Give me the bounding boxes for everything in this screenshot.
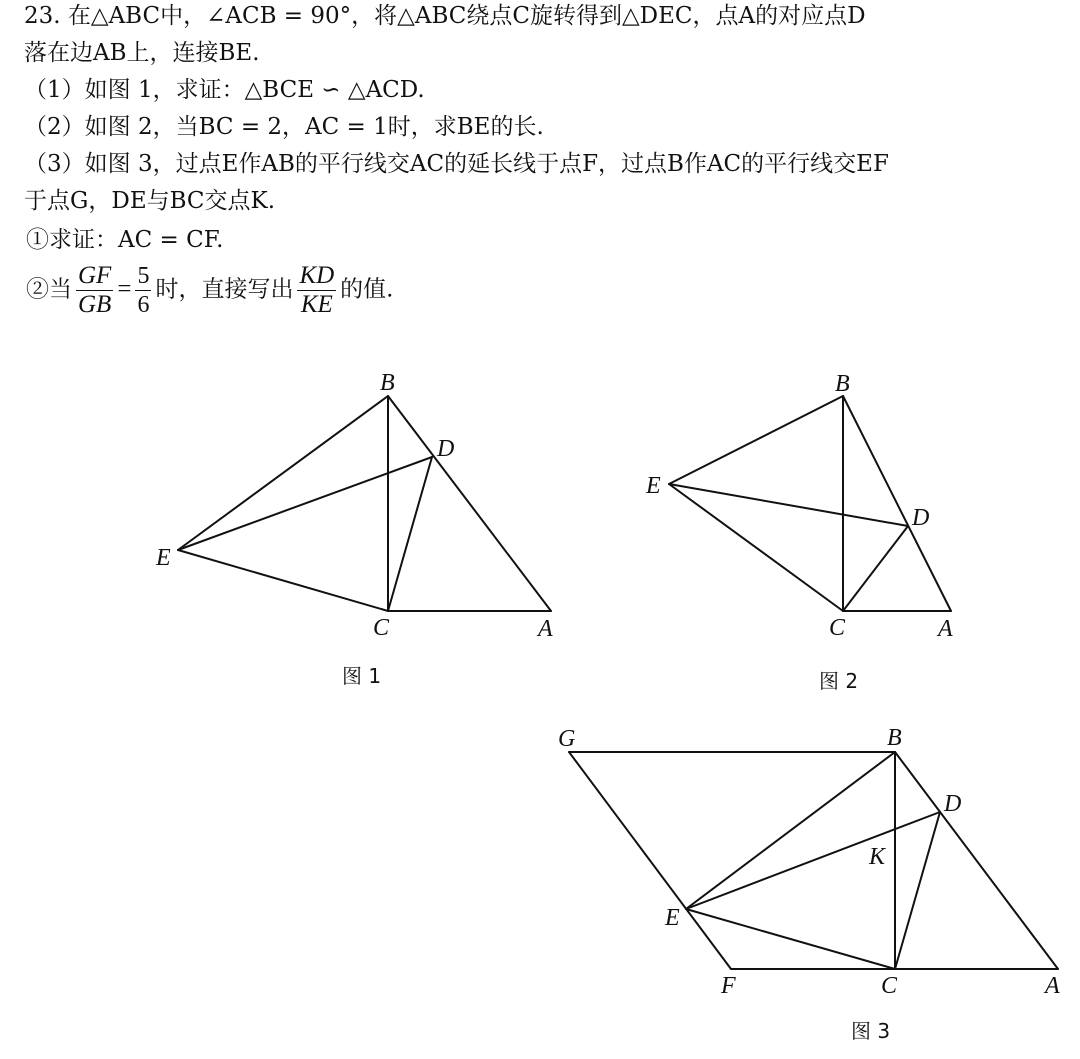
point-label-D: D	[437, 436, 455, 462]
sub2-middle-text: 时，直接写出	[155, 276, 294, 303]
segment-EC	[686, 909, 895, 969]
sub2-suffix: 的值.	[340, 276, 394, 303]
segment-EB	[686, 752, 895, 909]
part-3-line-1: （3）如图 3，过点E作AB的平行线交AC的延长线于点F，过点B作AC的平行线交EF	[24, 151, 889, 177]
part-2: （2）如图 2，当BC = 2，AC = 1时，求BE的长.	[24, 114, 544, 140]
point-label-B: B	[835, 371, 850, 397]
point-label-G: G	[558, 726, 576, 752]
point-label-A: A	[538, 616, 553, 642]
segment-BA	[895, 752, 1058, 969]
fraction-numerator: KD	[299, 262, 335, 289]
segment-DC	[895, 812, 940, 969]
point-label-A: A	[938, 616, 953, 642]
equals-sign: =	[117, 275, 132, 303]
sub2-prefix: ②当	[26, 276, 72, 303]
fraction-denominator: 6	[137, 292, 150, 318]
part-1: （1）如图 1，求证：△BCE ∽ △ACD.	[24, 77, 425, 103]
fraction-numerator: 5	[137, 263, 150, 289]
problem-line-1: 23. 在△ABC中，∠ACB = 90°，将△ABC绕点C旋转得到△DEC，点A的对应点D	[24, 3, 866, 29]
sub-question-1: ①求证：AC = CF.	[26, 227, 224, 253]
part-3-line-2: 于点G，DE与BC交点K.	[24, 188, 276, 214]
point-label-E: E	[156, 545, 171, 571]
point-label-E: E	[665, 905, 680, 931]
point-label-D: D	[912, 505, 930, 531]
problem-line-2: 落在边AB上，连接BE.	[24, 40, 260, 66]
figure-3-caption: 图 3	[851, 1019, 891, 1043]
figure-2-caption: 图 2	[819, 669, 859, 693]
point-label-C: C	[829, 615, 846, 641]
point-label-C: C	[373, 615, 390, 641]
segment-GF	[569, 752, 731, 969]
point-label-C: C	[881, 973, 898, 999]
fraction-denominator: KE	[300, 291, 333, 318]
point-label-A: A	[1045, 973, 1060, 999]
point-label-B: B	[380, 370, 395, 396]
segment-ED	[686, 812, 940, 909]
point-label-K: K	[869, 844, 886, 870]
point-label-E: E	[646, 473, 661, 499]
fraction-numerator: GF	[78, 262, 112, 289]
point-label-F: F	[721, 973, 736, 999]
fraction-denominator: GB	[78, 291, 112, 318]
point-label-D: D	[944, 791, 962, 817]
point-label-B: B	[887, 725, 902, 751]
figure-1-caption: 图 1	[342, 664, 382, 688]
